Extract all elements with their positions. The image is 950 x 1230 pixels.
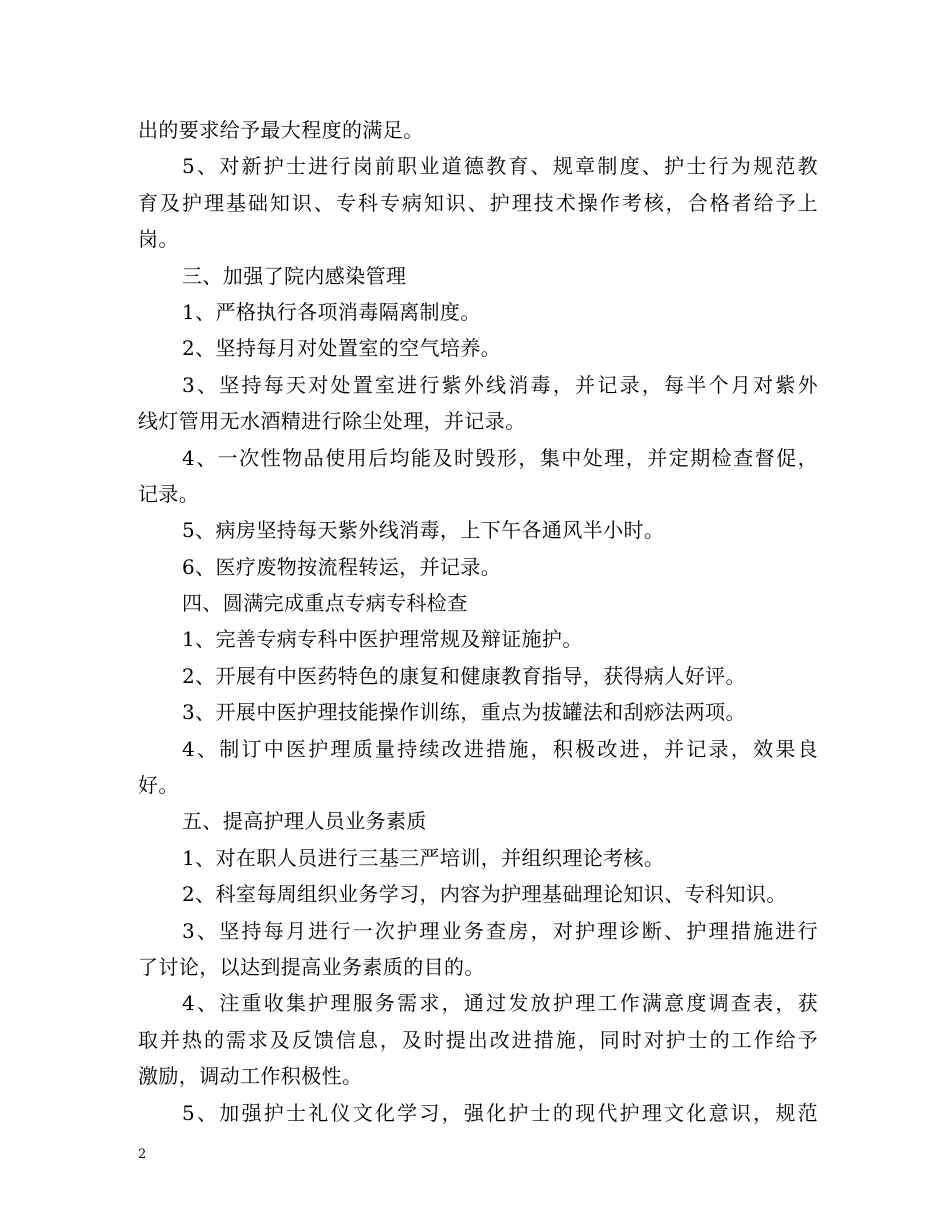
text-line: 6、医疗废物按流程转运，并记录。 [182, 554, 502, 579]
text-line: 2、科室每周组织业务学习，内容为护理基础理论知识、专科知识。 [182, 882, 787, 907]
page-number: 2 [138, 1147, 147, 1162]
text-line: 4、制订中医护理质量持续改进措施，积极改进，并记录，效果良 [182, 736, 818, 761]
text-line: 3、开展中医护理技能操作训练，重点为拔罐法和刮痧法两项。 [182, 700, 746, 725]
text-line: 育及护理基础知识、专科专病知识、护理技术操作考核，合格者给予上 [138, 190, 818, 215]
text-line: 记录。 [138, 481, 200, 506]
text-line: 取并热的需求及反馈信息，及时提出改进措施，同时对护士的工作给予 [138, 1027, 818, 1052]
text-line: 五、提高护理人员业务素质 [182, 809, 427, 834]
text-line: 岗。 [138, 227, 179, 252]
text-line: 线灯管用无水酒精进行除尘处理，并记录。 [138, 409, 526, 434]
text-line: 1、完善专病专科中医护理常规及辩证施护。 [182, 627, 583, 652]
text-line: 好。 [138, 773, 179, 798]
text-line: 3、坚持每月进行一次护理业务查房，对护理诊断、护理措施进行 [182, 918, 818, 943]
text-line: 2、开展有中医药特色的康复和健康教育指导，获得病人好评。 [182, 663, 746, 688]
text-line: 1、严格执行各项消毒隔离制度。 [182, 299, 481, 324]
text-line: 激励，调动工作积极性。 [138, 1064, 363, 1089]
text-line: 出的要求给予最大程度的满足。 [138, 118, 424, 142]
text-line: 4、注重收集护理服务需求，通过发放护理工作满意度调查表，获 [182, 991, 818, 1016]
text-line: 1、对在职人员进行三基三严培训，并组织理论考核。 [182, 845, 665, 870]
text-line: 三、加强了院内感染管理 [182, 263, 407, 288]
text-line: 4、一次性物品使用后均能及时毁形，集中处理，并定期检查督促， [182, 445, 818, 470]
text-line: 了讨论，以达到提高业务素质的目的。 [138, 954, 485, 979]
text-line: 5、病房坚持每天紫外线消毒，上下午各通风半小时。 [182, 518, 665, 543]
text-line: 5、加强护士礼仪文化学习，强化护士的现代护理文化意识，规范 [182, 1100, 818, 1125]
document-body [138, 112, 818, 1131]
text-line: 2、坚持每月对处置室的空气培养。 [182, 336, 502, 361]
text-line: 5、对新护士进行岗前职业道德教育、规章制度、护士行为规范教 [182, 154, 818, 179]
text-line: 四、圆满完成重点专病专科检查 [182, 591, 468, 616]
text-line: 3、坚持每天对处置室进行紫外线消毒，并记录，每半个月对紫外 [182, 372, 818, 397]
